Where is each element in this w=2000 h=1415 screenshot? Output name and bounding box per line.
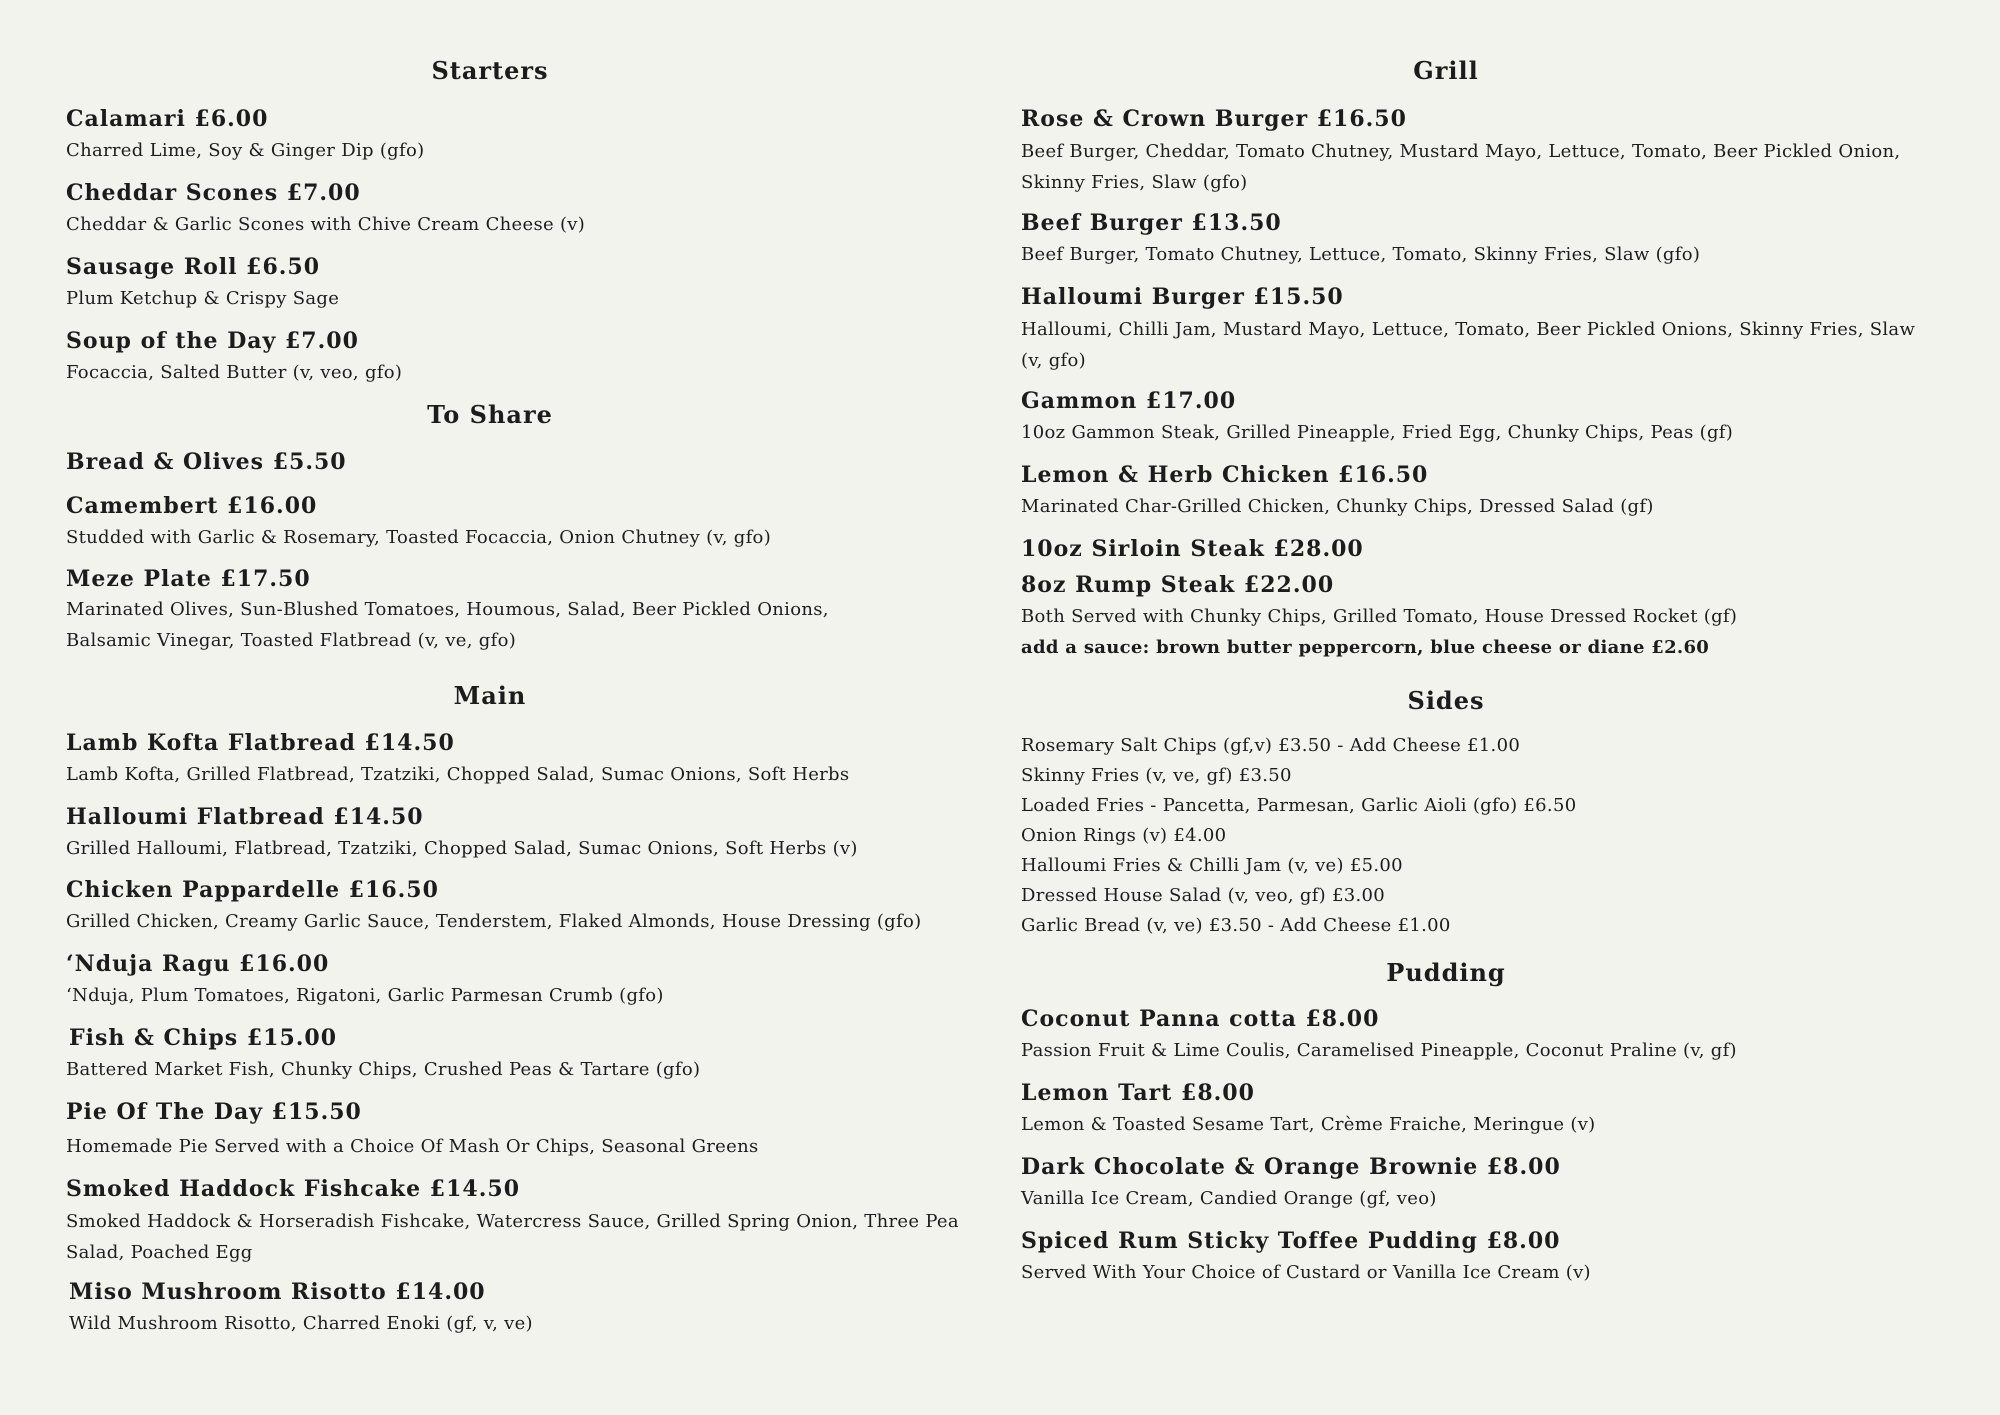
side-item: Skinny Fries (v, ve, gf) £3.50 <box>1021 765 1292 786</box>
menu-item-desc: Smoked Haddock & Horseradish Fishcake, Watercress Sauce, Grilled Spring Onion, Three Pea Salad, Poached Egg <box>66 1211 959 1263</box>
menu-item-name: Pie Of The Day £15.50 <box>66 1099 362 1125</box>
menu-item-desc: Halloumi, Chilli Jam, Mustard Mayo, Lettuce, Tomato, Beer Pickled Onions, Skinny Fries, Slaw (v, gfo) <box>1021 319 1916 371</box>
menu-item-name: Rose & Crown Burger £16.50 <box>1021 106 1407 132</box>
menu-item-desc: Served With Your Choice of Custard or Vanilla Ice Cream (v) <box>1021 1262 1591 1283</box>
menu-item-name: Lemon Tart £8.00 <box>1021 1080 1255 1106</box>
menu-item-name: Spiced Rum Sticky Toffee Pudding £8.00 <box>1021 1228 1561 1254</box>
menu-item-name: Camembert £16.00 <box>66 493 318 519</box>
menu-item-desc: Wild Mushroom Risotto, Charred Enoki (gf, v, ve) <box>69 1313 533 1334</box>
menu-item-desc: Balsamic Vinegar, Toasted Flatbread (v, ve, gfo) <box>66 630 517 651</box>
menu-item-desc: Homemade Pie Served with a Choice Of Mash Or Chips, Seasonal Greens <box>66 1136 759 1157</box>
side-item: Loaded Fries - Pancetta, Parmesan, Garlic Aioli (gfo) £6.50 <box>1021 795 1577 816</box>
menu-item-name: Cheddar Scones £7.00 <box>66 180 361 206</box>
side-item: Dressed House Salad (v, veo, gf) £3.00 <box>1021 885 1386 906</box>
menu-item-name: Bread & Olives £5.50 <box>66 449 347 475</box>
menu-item-desc: Grilled Halloumi, Flatbread, Tzatziki, Chopped Salad, Sumac Onions, Soft Herbs (v) <box>66 838 858 859</box>
menu-item-name: Dark Chocolate & Orange Brownie £8.00 <box>1021 1154 1561 1180</box>
menu-item-desc: Passion Fruit & Lime Coulis, Caramelised Pineapple, Coconut Praline (v, gf) <box>1021 1040 1737 1061</box>
side-item: Halloumi Fries & Chilli Jam (v, ve) £5.00 <box>1021 855 1403 876</box>
menu-item-desc: Plum Ketchup & Crispy Sage <box>66 288 340 309</box>
menu-item-desc: Grilled Chicken, Creamy Garlic Sauce, Tenderstem, Flaked Almonds, House Dressing (gfo) <box>66 911 922 932</box>
menu-item-name: 8oz Rump Steak £22.00 <box>1021 572 1335 598</box>
sides-heading: Sides <box>1407 686 1485 715</box>
menu-item-name: Fish & Chips £15.00 <box>69 1025 338 1051</box>
menu-item-desc: 10oz Gammon Steak, Grilled Pineapple, Fried Egg, Chunky Chips, Peas (gf) <box>1021 422 1734 443</box>
menu-item-name: 10oz Sirloin Steak £28.00 <box>1021 536 1364 562</box>
menu-item-desc: Focaccia, Salted Butter (v, veo, gfo) <box>66 362 403 383</box>
menu-item-name: Lamb Kofta Flatbread £14.50 <box>66 730 455 756</box>
menu-item-desc: Cheddar & Garlic Scones with Chive Cream Cheese (v) <box>66 214 586 235</box>
menu-item-desc: Both Served with Chunky Chips, Grilled Tomato, House Dressed Rocket (gf) <box>1021 606 1738 627</box>
menu-item-desc: Charred Lime, Soy & Ginger Dip (gfo) <box>66 140 425 161</box>
menu-item-desc: Marinated Char-Grilled Chicken, Chunky Chips, Dressed Salad (gf) <box>1021 496 1654 517</box>
side-item: Garlic Bread (v, ve) £3.50 - Add Cheese £1.00 <box>1021 915 1451 936</box>
menu-item-name: ‘Nduja Ragu £16.00 <box>66 951 330 977</box>
grill-heading: Grill <box>1413 56 1479 85</box>
share-heading: To Share <box>427 400 553 429</box>
menu-item-name: Lemon & Herb Chicken £16.50 <box>1021 462 1429 488</box>
side-item: Onion Rings (v) £4.00 <box>1021 825 1227 846</box>
menu-item-desc: ‘Nduja, Plum Tomatoes, Rigatoni, Garlic Parmesan Crumb (gfo) <box>66 985 664 1006</box>
side-item: Rosemary Salt Chips (gf,v) £3.50 - Add Cheese £1.00 <box>1021 735 1521 756</box>
menu-item-desc: Beef Burger, Cheddar, Tomato Chutney, Mustard Mayo, Lettuce, Tomato, Beer Pickled Onion, Skinny Fries, Slaw (gfo) <box>1021 141 1901 193</box>
main-heading: Main <box>453 681 527 710</box>
menu-item-name: Halloumi Burger £15.50 <box>1021 284 1344 310</box>
menu-item-name: Coconut Panna cotta £8.00 <box>1021 1006 1380 1032</box>
sauce-note: add a sauce: brown butter peppercorn, blue cheese or diane £2.60 <box>1021 637 1710 658</box>
menu-item-name: Gammon £17.00 <box>1021 388 1237 414</box>
menu-item-desc: Studded with Garlic & Rosemary, Toasted Focaccia, Onion Chutney (v, gfo) <box>66 527 772 548</box>
menu-item-desc: Vanilla Ice Cream, Candied Orange (gf, veo) <box>1021 1188 1437 1209</box>
menu-item-name: Smoked Haddock Fishcake £14.50 <box>66 1176 521 1202</box>
menu-item-name: Miso Mushroom Risotto £14.00 <box>69 1279 486 1305</box>
menu-item-desc: Lamb Kofta, Grilled Flatbread, Tzatziki, Chopped Salad, Sumac Onions, Soft Herbs <box>66 764 850 785</box>
menu-item-desc: Battered Market Fish, Chunky Chips, Crushed Peas & Tartare (gfo) <box>66 1059 701 1080</box>
menu-item-name: Calamari £6.00 <box>66 106 269 132</box>
menu-item-name: Sausage Roll £6.50 <box>66 254 321 280</box>
menu-item-name: Meze Plate £17.50 <box>66 566 311 592</box>
starters-heading: Starters <box>431 56 549 85</box>
menu-item-desc: Lemon & Toasted Sesame Tart, Crème Fraiche, Meringue (v) <box>1021 1114 1596 1135</box>
pudding-heading: Pudding <box>1386 958 1506 987</box>
menu-item-desc: Beef Burger, Tomato Chutney, Lettuce, Tomato, Skinny Fries, Slaw (gfo) <box>1021 244 1701 265</box>
menu-item-name: Beef Burger £13.50 <box>1021 210 1282 236</box>
menu-item-name: Halloumi Flatbread £14.50 <box>66 804 424 830</box>
menu-item-name: Soup of the Day £7.00 <box>66 328 359 354</box>
menu-item-desc: Marinated Olives, Sun-Blushed Tomatoes, Houmous, Salad, Beer Pickled Onions, <box>66 599 829 620</box>
menu-item-name: Chicken Pappardelle £16.50 <box>66 877 439 903</box>
